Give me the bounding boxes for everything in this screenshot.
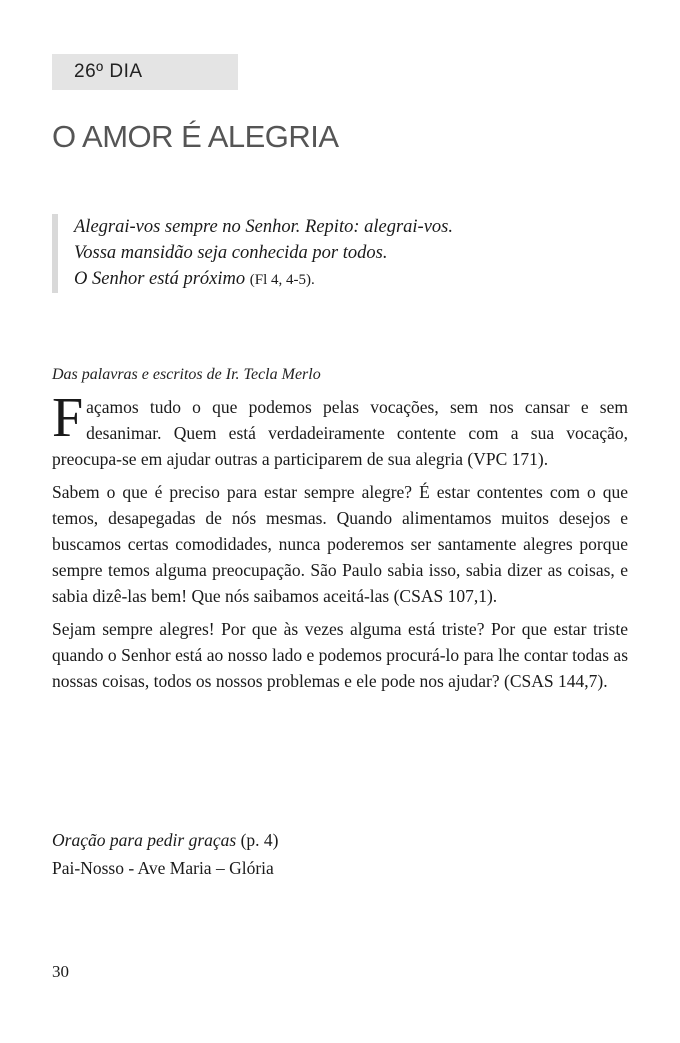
prayer-section xyxy=(52,826,279,882)
paragraph-3: Sejam sempre alegres! Por que às vezes alguma está triste? Por que estar triste quando o Senhor está ao nosso lado e podemos procurá-lo para lhe contar todas as nossas coisas, todos os nossos problemas e ele pode nos ajudar? (CSAS 144,7). xyxy=(52,619,628,691)
paragraph-2: Sabem o que é preciso para estar sempre alegre? É estar contentes com o que temos, desapegadas de nós mesmas. Quando alimentamos muitos desejos e buscamos certas comodidades, nunca poderemos ser santamente alegres porque sempre temos alguma preocupação. São Paulo sabia isso, sabia dizer as coisas, e sabia dizê-las bem! Que nós saibamos aceitá-las (CSAS 107,1). xyxy=(52,482,628,606)
page-number: 30 xyxy=(52,962,69,981)
prayer-line-1 xyxy=(52,826,279,854)
quote-reference: (Fl 4, 4-5). xyxy=(249,272,315,288)
quote-line-1: Alegrai-vos sempre no Senhor. Repito: alegrai-vos. xyxy=(74,217,454,237)
page-title: O AMOR É ALEGRIA xyxy=(52,119,339,154)
quote-line-3-text: O Senhor está próximo xyxy=(74,269,246,289)
prayer-line-2: Pai-Nosso - Ave Maria – Glória xyxy=(52,858,274,878)
prayer-title: Oração para pedir graças xyxy=(52,830,237,850)
quote-line-2: Vossa mansidão seja conhecida por todos. xyxy=(74,243,388,263)
day-label: 26º DIA xyxy=(52,54,238,90)
body-text xyxy=(52,387,628,701)
scripture-quote xyxy=(52,214,634,293)
drop-cap: F xyxy=(52,387,84,449)
prayer-page-ref: (p. 4) xyxy=(236,830,279,850)
source-heading: Das palavras e escritos de Ir. Tecla Merlo xyxy=(52,366,321,383)
paragraph-1 xyxy=(52,387,628,472)
quote-line-3 xyxy=(74,266,634,293)
paragraph-1-text: açamos tudo o que podemos pelas vocações, sem nos cansar e sem desanimar. Quem está verdadeiramente contente com a sua vocação, preocupa-se em ajudar outras a participarem de sua alegria (VPC 171). xyxy=(52,397,628,469)
